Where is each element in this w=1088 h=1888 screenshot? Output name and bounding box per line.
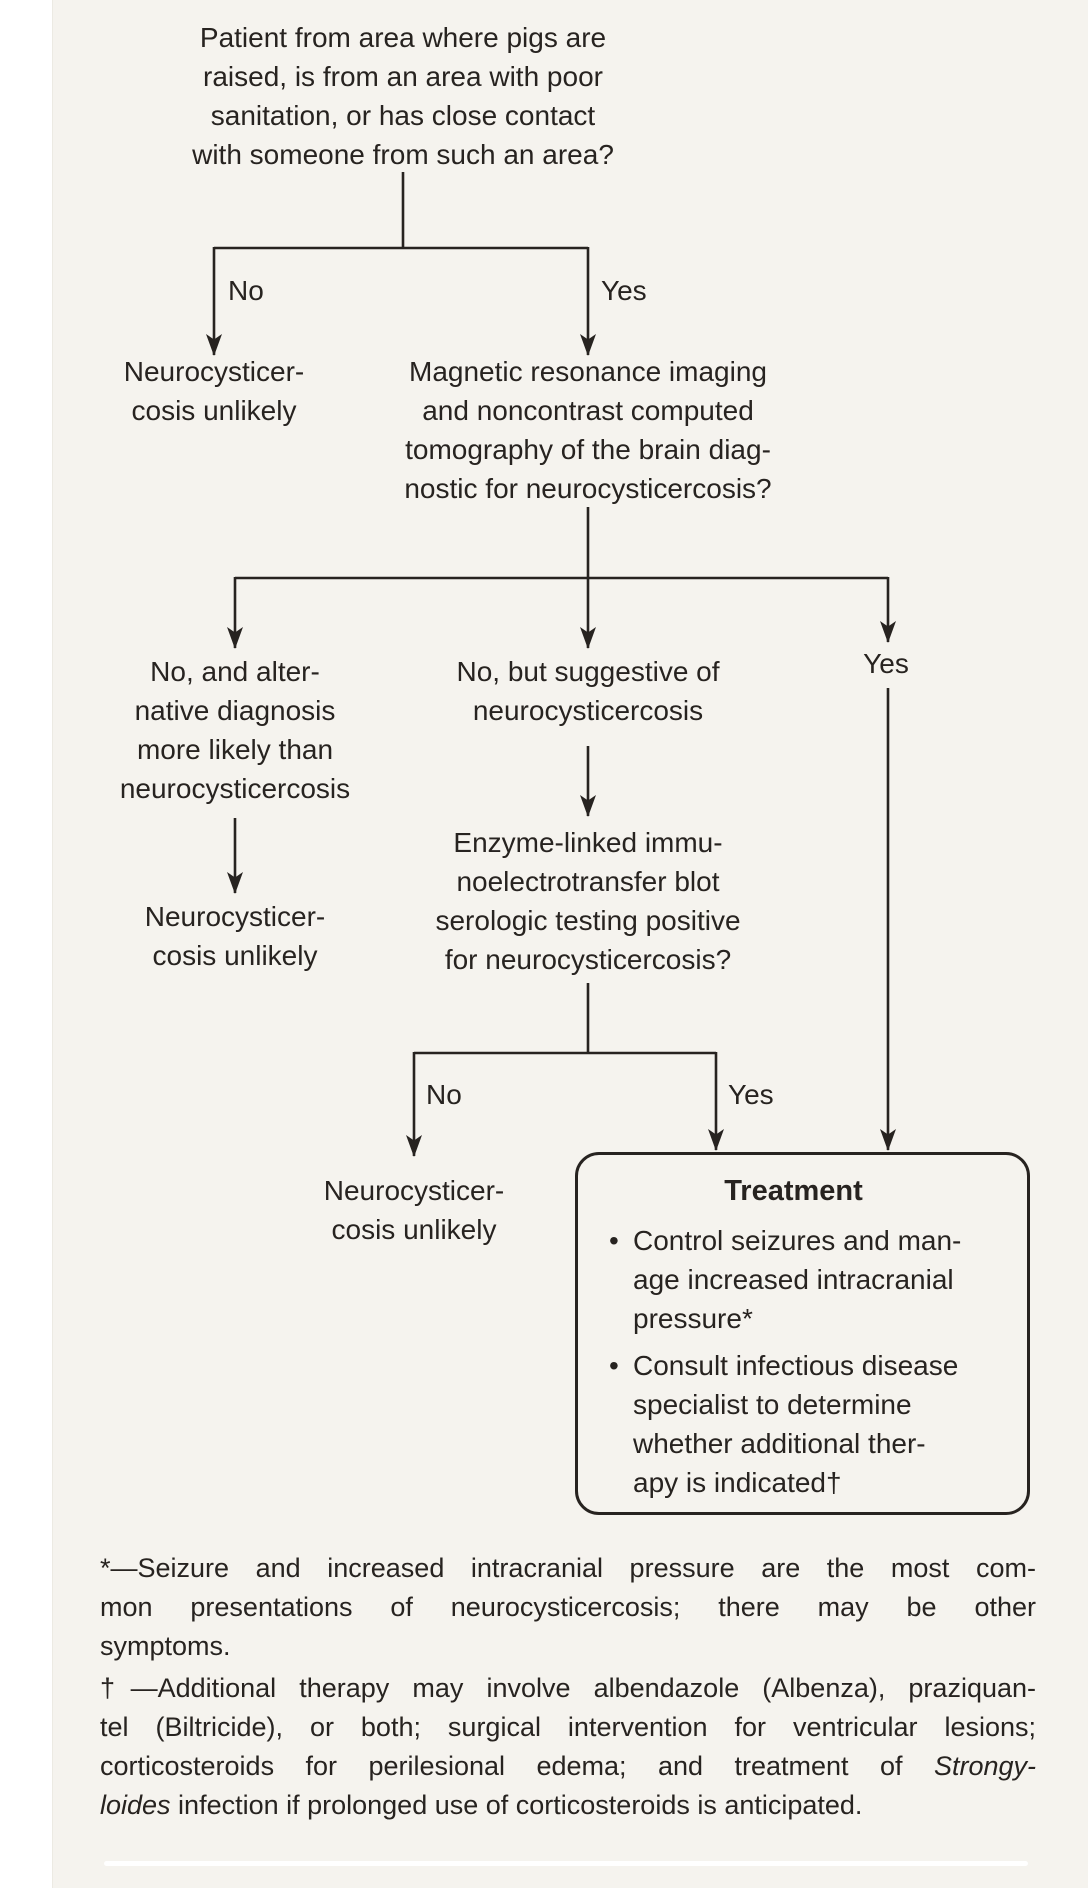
text-line: neurocysticercosis	[472, 695, 704, 726]
text-line: specialist to determine	[633, 1389, 912, 1420]
footnote-asterisk	[100, 1549, 1036, 1666]
bullet-icon: •	[609, 1225, 619, 1256]
text-line: symptoms.	[100, 1631, 231, 1661]
text-line: Neurocysticer-	[323, 1175, 505, 1206]
outcome-unlikely-2	[95, 897, 375, 975]
text-line: cosis unlikely	[331, 1214, 497, 1245]
text-line: Consult infectious disease	[633, 1350, 959, 1381]
outcome-unlikely-1	[74, 352, 354, 430]
branch2-suggestive	[408, 652, 768, 730]
text-line: neurocysticercosis	[119, 773, 351, 804]
text-line: Neurocysticer-	[123, 356, 305, 387]
text-line: cosis unlikely	[152, 940, 318, 971]
text-line: serologic testing positive	[435, 905, 741, 936]
question-imaging	[358, 352, 818, 508]
text-line: native diagnosis	[134, 695, 336, 726]
text-line: with someone from such an area?	[192, 139, 614, 170]
branch3-no-label: No	[426, 1079, 462, 1110]
text-line: Magnetic resonance imaging	[409, 356, 767, 387]
text-line: sanitation, or has close contact	[210, 100, 596, 131]
treatment-bullet-text	[633, 1346, 958, 1502]
text-line: tomography of the brain diag-	[405, 434, 771, 465]
bottom-rule	[104, 1861, 1028, 1866]
text-line: Enzyme-linked immu-	[453, 827, 723, 858]
text-line: No, but suggestive of	[456, 656, 720, 687]
text-line: noelectrotransfer blot	[456, 866, 720, 897]
footnote-line: loides infection if prolonged use of corticosteroids is anticipated.	[100, 1790, 863, 1820]
text-line: and noncontrast computed	[422, 395, 754, 426]
text-line: for neurocysticercosis?	[444, 944, 732, 975]
treatment-bullet-consult	[578, 1346, 1009, 1502]
treatment-bullet-seizures	[578, 1221, 1009, 1338]
text-line: Neurocysticer-	[144, 901, 326, 932]
treatment-title: Treatment	[724, 1175, 863, 1207]
branch2-yes-label: Yes	[863, 648, 909, 679]
footnote-line: †—Additional therapy may involve albendazole (Albenza), praziquan-	[100, 1673, 1036, 1703]
text-line: pressure*	[633, 1303, 753, 1334]
branch2-no-alternative	[85, 652, 385, 808]
text-line: Control seizures and man-	[633, 1225, 962, 1256]
text-line: raised, is from an area with poor	[203, 61, 603, 92]
question-exposure	[113, 18, 693, 174]
outcome-unlikely-3	[274, 1171, 554, 1249]
text-line: whether additional ther-	[633, 1428, 926, 1459]
branch1-no-label: No	[228, 275, 264, 306]
branch3-yes-label: Yes	[728, 1079, 774, 1110]
text-line: age increased intracranial	[633, 1264, 954, 1295]
text-line: more likely than	[136, 734, 334, 765]
question-serology	[388, 823, 788, 979]
text-line: No, and alter-	[150, 656, 320, 687]
text-line: *—Seizure and increased intracranial pressure are the most com-	[100, 1553, 1036, 1583]
text-line: apy is indicated†	[633, 1467, 842, 1498]
footnote-line: tel (Biltricide), or both; surgical intervention for ventricular lesions;	[100, 1712, 1036, 1742]
footnote-line: corticosteroids for perilesional edema; and treatment of Strongy-	[100, 1751, 1036, 1781]
text-line: Patient from area where pigs are	[199, 22, 607, 53]
treatment-bullet-text	[633, 1221, 961, 1338]
treatment-box	[575, 1152, 1030, 1515]
treatment-bullet-list	[578, 1221, 1009, 1502]
text-line: nostic for neurocysticercosis?	[404, 473, 772, 504]
text-line: mon presentations of neurocysticercosis; there may be other	[100, 1592, 1036, 1622]
text-line: cosis unlikely	[131, 395, 297, 426]
branch1-yes-label: Yes	[601, 275, 647, 306]
footnote-dagger	[100, 1669, 1036, 1825]
bullet-icon: •	[609, 1350, 619, 1381]
